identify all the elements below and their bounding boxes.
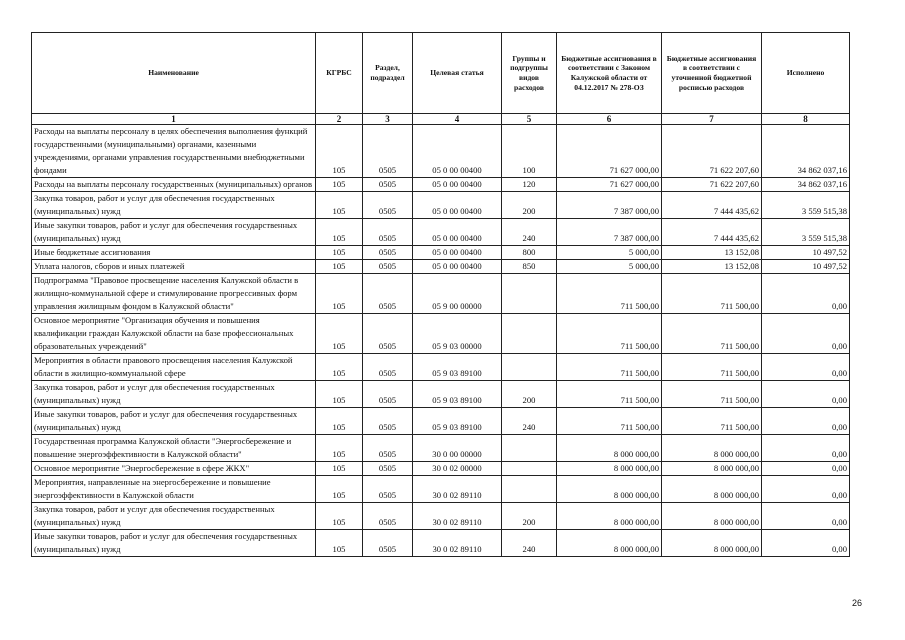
expense-group-cell: 120 (502, 178, 557, 192)
refined-allocation-cell: 8 000 000,00 (662, 435, 762, 462)
header-refined-allocation: Бюджетные ассигнования в соответствии с уточненной бюджетной росписью расходов (662, 33, 762, 114)
column-number: 8 (762, 114, 850, 125)
law-allocation-cell: 711 500,00 (557, 314, 662, 354)
expense-group-cell (502, 476, 557, 503)
kgrbs-cell: 105 (316, 274, 363, 314)
executed-cell: 34 862 037,16 (762, 125, 850, 178)
target-item-cell: 30 0 02 89110 (413, 476, 502, 503)
column-number: 1 (32, 114, 316, 125)
target-item-cell: 05 0 00 00400 (413, 192, 502, 219)
executed-cell: 3 559 515,38 (762, 192, 850, 219)
section-cell: 0505 (363, 260, 413, 274)
expense-group-cell: 200 (502, 381, 557, 408)
row-name-cell: Основное мероприятие "Организация обучения и повышения квалификации граждан Калужской области на базе профессиональных образовательных учреждений" (32, 314, 316, 354)
budget-table (31, 32, 850, 557)
table-row (32, 260, 850, 274)
row-name-cell: Расходы на выплаты персоналу государственных (муниципальных) органов (32, 178, 316, 192)
section-cell: 0505 (363, 314, 413, 354)
section-cell: 0505 (363, 219, 413, 246)
section-cell: 0505 (363, 192, 413, 219)
kgrbs-cell: 105 (316, 435, 363, 462)
executed-cell: 34 862 037,16 (762, 178, 850, 192)
executed-cell: 0,00 (762, 476, 850, 503)
kgrbs-cell: 105 (316, 408, 363, 435)
header-executed: Исполнено (762, 33, 850, 114)
target-item-cell: 05 9 03 00000 (413, 314, 502, 354)
target-item-cell: 05 0 00 00400 (413, 125, 502, 178)
refined-allocation-cell: 7 444 435,62 (662, 192, 762, 219)
header-target-item: Целевая статья (413, 33, 502, 114)
section-cell: 0505 (363, 503, 413, 530)
table-row (32, 314, 850, 354)
law-allocation-cell: 711 500,00 (557, 381, 662, 408)
row-name-cell: Основное мероприятие "Энергосбережение в сфере ЖКХ" (32, 462, 316, 476)
target-item-cell: 05 0 00 00400 (413, 260, 502, 274)
page-number: 26 (851, 598, 862, 608)
refined-allocation-cell: 13 152,08 (662, 260, 762, 274)
row-name-cell: Государственная программа Калужской области "Энергосбережение и повышение энергоэффективности в Калужской области" (32, 435, 316, 462)
expense-group-cell: 200 (502, 503, 557, 530)
table-row (32, 192, 850, 219)
section-cell: 0505 (363, 125, 413, 178)
kgrbs-cell: 105 (316, 314, 363, 354)
table-row (32, 503, 850, 530)
kgrbs-cell: 105 (316, 219, 363, 246)
section-cell: 0505 (363, 462, 413, 476)
target-item-cell: 05 9 03 89100 (413, 408, 502, 435)
executed-cell: 0,00 (762, 314, 850, 354)
target-item-cell: 05 0 00 00400 (413, 219, 502, 246)
executed-cell: 10 497,52 (762, 260, 850, 274)
law-allocation-cell: 5 000,00 (557, 260, 662, 274)
law-allocation-cell: 8 000 000,00 (557, 530, 662, 557)
law-allocation-cell: 71 627 000,00 (557, 125, 662, 178)
row-name-cell: Закупка товаров, работ и услуг для обеспечения государственных (муниципальных) нужд (32, 381, 316, 408)
kgrbs-cell: 105 (316, 476, 363, 503)
refined-allocation-cell: 7 444 435,62 (662, 219, 762, 246)
kgrbs-cell: 105 (316, 503, 363, 530)
executed-cell: 0,00 (762, 435, 850, 462)
kgrbs-cell: 105 (316, 462, 363, 476)
row-name-cell: Иные бюджетные ассигнования (32, 246, 316, 260)
section-cell: 0505 (363, 381, 413, 408)
column-number: 7 (662, 114, 762, 125)
executed-cell: 0,00 (762, 462, 850, 476)
law-allocation-cell: 5 000,00 (557, 246, 662, 260)
law-allocation-cell: 8 000 000,00 (557, 462, 662, 476)
refined-allocation-cell: 711 500,00 (662, 274, 762, 314)
target-item-cell: 30 0 00 00000 (413, 435, 502, 462)
table-row (32, 354, 850, 381)
kgrbs-cell: 105 (316, 260, 363, 274)
table-row (32, 462, 850, 476)
refined-allocation-cell: 711 500,00 (662, 381, 762, 408)
executed-cell: 0,00 (762, 274, 850, 314)
table-row (32, 530, 850, 557)
row-name-cell: Мероприятия в области правового просвещения населения Калужской области в жилищно-коммунальной сфере (32, 354, 316, 381)
target-item-cell: 05 9 03 89100 (413, 381, 502, 408)
target-item-cell: 30 0 02 00000 (413, 462, 502, 476)
column-number: 3 (363, 114, 413, 125)
target-item-cell: 05 0 00 00400 (413, 246, 502, 260)
column-number-row (32, 114, 850, 125)
executed-cell: 0,00 (762, 354, 850, 381)
section-cell: 0505 (363, 435, 413, 462)
row-name-cell: Расходы на выплаты персоналу в целях обеспечения выполнения функций государственными (муниципальными) органами, казенными учреждениями, органами управления государственными внебюджетными фондами (32, 125, 316, 178)
refined-allocation-cell: 71 622 207,60 (662, 125, 762, 178)
row-name-cell: Закупка товаров, работ и услуг для обеспечения государственных (муниципальных) нужд (32, 192, 316, 219)
row-name-cell: Иные закупки товаров, работ и услуг для обеспечения государственных (муниципальных) нужд (32, 219, 316, 246)
table-row (32, 435, 850, 462)
table-row (32, 381, 850, 408)
section-cell: 0505 (363, 408, 413, 435)
refined-allocation-cell: 8 000 000,00 (662, 530, 762, 557)
target-item-cell: 05 9 03 89100 (413, 354, 502, 381)
header-row (32, 33, 850, 114)
expense-group-cell: 240 (502, 530, 557, 557)
executed-cell: 3 559 515,38 (762, 219, 850, 246)
row-name-cell: Подпрограмма "Правовое просвещение населения Калужской области в жилищно-коммунальной сфере и стимулирование прогрессивных форм управления жилищным фондом в Калужской области" (32, 274, 316, 314)
column-number: 2 (316, 114, 363, 125)
refined-allocation-cell: 71 622 207,60 (662, 178, 762, 192)
table-row (32, 408, 850, 435)
law-allocation-cell: 711 500,00 (557, 354, 662, 381)
row-name-cell: Иные закупки товаров, работ и услуг для обеспечения государственных (муниципальных) нужд (32, 530, 316, 557)
column-number: 4 (413, 114, 502, 125)
law-allocation-cell: 8 000 000,00 (557, 435, 662, 462)
column-number: 6 (557, 114, 662, 125)
target-item-cell: 05 0 00 00400 (413, 178, 502, 192)
executed-cell: 10 497,52 (762, 246, 850, 260)
expense-group-cell (502, 354, 557, 381)
target-item-cell: 05 9 00 00000 (413, 274, 502, 314)
kgrbs-cell: 105 (316, 192, 363, 219)
law-allocation-cell: 71 627 000,00 (557, 178, 662, 192)
refined-allocation-cell: 13 152,08 (662, 246, 762, 260)
expense-group-cell: 850 (502, 260, 557, 274)
table-row (32, 178, 850, 192)
law-allocation-cell: 8 000 000,00 (557, 476, 662, 503)
header-expense-group: Группы и подгруппы видов расходов (502, 33, 557, 114)
law-allocation-cell: 8 000 000,00 (557, 503, 662, 530)
table-row (32, 125, 850, 178)
law-allocation-cell: 711 500,00 (557, 408, 662, 435)
table-row (32, 246, 850, 260)
kgrbs-cell: 105 (316, 246, 363, 260)
table-body (32, 125, 850, 557)
expense-group-cell: 200 (502, 192, 557, 219)
column-number: 5 (502, 114, 557, 125)
refined-allocation-cell: 8 000 000,00 (662, 462, 762, 476)
section-cell: 0505 (363, 274, 413, 314)
section-cell: 0505 (363, 354, 413, 381)
row-name-cell: Иные закупки товаров, работ и услуг для обеспечения государственных (муниципальных) нужд (32, 408, 316, 435)
expense-group-cell (502, 462, 557, 476)
header-section: Раздел, подраздел (363, 33, 413, 114)
header-law-allocation: Бюджетные ассигнования в соответствии с Законом Калужской области от 04.12.2017 № 278-ОЗ (557, 33, 662, 114)
row-name-cell: Уплата налогов, сборов и иных платежей (32, 260, 316, 274)
expense-group-cell: 240 (502, 219, 557, 246)
row-name-cell: Закупка товаров, работ и услуг для обеспечения государственных (муниципальных) нужд (32, 503, 316, 530)
executed-cell: 0,00 (762, 381, 850, 408)
refined-allocation-cell: 711 500,00 (662, 314, 762, 354)
section-cell: 0505 (363, 246, 413, 260)
kgrbs-cell: 105 (316, 125, 363, 178)
section-cell: 0505 (363, 476, 413, 503)
row-name-cell: Мероприятия, направленные на энергосбережение и повышение энергоэффективности в Калужской области (32, 476, 316, 503)
expense-group-cell (502, 274, 557, 314)
target-item-cell: 30 0 02 89110 (413, 503, 502, 530)
executed-cell: 0,00 (762, 530, 850, 557)
header-kgrbs: КГРБС (316, 33, 363, 114)
kgrbs-cell: 105 (316, 178, 363, 192)
header-name: Наименование (32, 33, 316, 114)
refined-allocation-cell: 711 500,00 (662, 408, 762, 435)
expense-group-cell: 100 (502, 125, 557, 178)
executed-cell: 0,00 (762, 503, 850, 530)
section-cell: 0505 (363, 530, 413, 557)
law-allocation-cell: 7 387 000,00 (557, 219, 662, 246)
executed-cell: 0,00 (762, 408, 850, 435)
expense-group-cell: 240 (502, 408, 557, 435)
law-allocation-cell: 711 500,00 (557, 274, 662, 314)
law-allocation-cell: 7 387 000,00 (557, 192, 662, 219)
refined-allocation-cell: 8 000 000,00 (662, 503, 762, 530)
table-row (32, 476, 850, 503)
kgrbs-cell: 105 (316, 530, 363, 557)
section-cell: 0505 (363, 178, 413, 192)
target-item-cell: 30 0 02 89110 (413, 530, 502, 557)
refined-allocation-cell: 711 500,00 (662, 354, 762, 381)
refined-allocation-cell: 8 000 000,00 (662, 476, 762, 503)
kgrbs-cell: 105 (316, 381, 363, 408)
kgrbs-cell: 105 (316, 354, 363, 381)
table-row (32, 274, 850, 314)
table-row (32, 219, 850, 246)
expense-group-cell (502, 435, 557, 462)
expense-group-cell: 800 (502, 246, 557, 260)
expense-group-cell (502, 314, 557, 354)
